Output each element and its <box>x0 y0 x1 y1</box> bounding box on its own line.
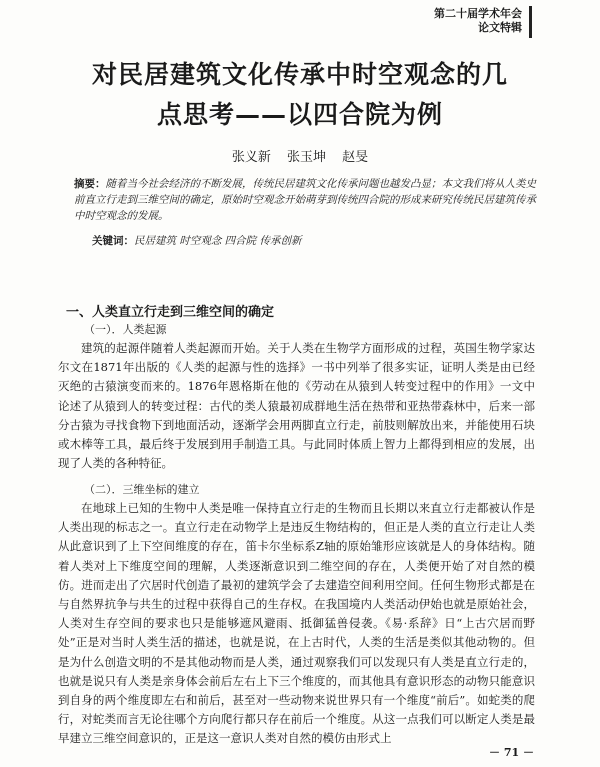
abstract-text: 随着当今社会经济的不断发展，传统民居建筑文化传承问题也越发凸显；本文我们将从人类史前直立行走到三维空间的确定，原始时空观念开始萌芽到传统四合院的形成来研究传统民居建筑传承中时空观念的发展。 <box>74 178 536 222</box>
keywords-label: 关键词： <box>92 235 134 247</box>
article-title-line-2: 点思考——以四合院为例 <box>156 100 443 129</box>
header-tag-conference: 第二十届学术年会 <box>434 7 522 20</box>
header-tag-special-issue: 论文特辑 <box>478 21 522 34</box>
section-heading: 一、人类直立行走到三维空间的确定 <box>66 305 275 320</box>
keywords <box>92 233 538 249</box>
article-title-line-1: 对民居建筑文化传承中时空观念的几 <box>91 60 508 89</box>
body-paragraph-origin: 建筑的起源伴随着人类起源而开始。关于人类在生物学方面形成的过程，英国生物学家达尔文在1871年出版的《人类的起源与性的选择》一书中列举了很多实证，证明人类是由已经灭绝的古猿演变而来的。1876年恩格斯在他的《劳动在从猿到人转变过程中的作用》一文中论述了从猿到人的转变过程：古代的类人猿最初成群地生活在热带和亚热带森林中，后来一部分古猿为寻找食物下到地面活动，逐渐学会用两脚直立行走，前肢则解放出来，并能使用石块或木棒等工具，最后终于发展到用手制造工具。与此同时体质上智力上都得到相应的发展，出现了人类的各种特征。 <box>58 341 535 471</box>
keywords-text: 民居建筑 时空观念 四合院 传承创新 <box>134 235 302 247</box>
abstract <box>74 176 538 224</box>
abstract-label: 摘要： <box>74 178 106 190</box>
author-list: 张义新 张玉坤 赵旻 <box>231 150 369 165</box>
subsection-heading-3d-coordinates: （二）．三维坐标的建立 <box>84 483 200 496</box>
body-paragraph-3d-coordinates: 在地球上已知的生物中人类是唯一保持直立行走的生物而且长期以来直立行走都被认作是人类出现的标志之一。直立行走在动物学上是违反生物结构的，但正是人类的直立行走让人类从此意识到了上下空间维度的存在，笛卡尔坐标系Z轴的原始雏形应该就是人的身体结构。随着人类对上下维度空间的理解，人类逐渐意识到二维空间的存在，人类便开始了对自然的模仿。进而走出了穴居时代创造了最初的建筑学会了去建造空间利用空间。任何生物形式都是在与自然界抗争与共生的过程中获得自己的生存权。在我国境内人类活动伊始也就是原始社会，人类对生存空间的要求也只是能够遮风避雨、抵御猛兽侵袭。《易·系辞》日“上古穴居而野处”正是对当时人类生活的描述，也就是说，在上古时代，人类的生活是类似其他动物的。但是为什么创造文明的不是其他动物而是人类，通过观察我们可以发现只有人类是直立行走的，也就是说只有人类是亲身体会前后左右上下三个维度的，而其他具有意识形态的动物只能意识到自身的两个维度即左右和前后，甚至对一些动物来说世界只有一个维度“前后”。如蛇类的爬行，对蛇类而言无论往哪个方向爬行都只存在前后一个维度。从这一点我们可以断定人类是最早建立三维空间意识的，正是这一意识人类对自然的模仿由形式上 <box>58 501 535 746</box>
header-vertical-bar <box>529 6 532 38</box>
subsection-heading-origin: （一）．人类起源 <box>84 323 167 336</box>
page-number: － 71 － <box>489 746 534 759</box>
